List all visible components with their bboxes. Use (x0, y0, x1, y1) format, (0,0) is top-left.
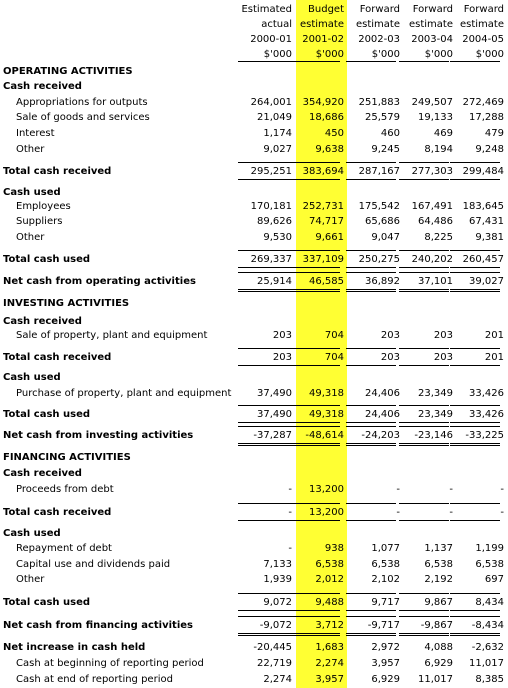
table-row-cash-received (0, 314, 508, 329)
cell-2001-02: 49,318 (309, 388, 344, 399)
total-bottom-rule-2003-04 (399, 422, 449, 423)
cell-2002-03: -9,717 (367, 620, 400, 631)
row-label: Total cash received (3, 166, 112, 177)
cell-2003-04: -9,867 (420, 620, 453, 631)
cell-2000-01: - (288, 484, 292, 495)
cell-2004-05: 8,434 (475, 597, 504, 608)
cell-2001-02: 938 (324, 543, 344, 554)
total-top-rule-2003-04 (399, 250, 449, 251)
row-label: Cash received (3, 468, 82, 479)
cell-2001-02: 49,318 (309, 409, 344, 420)
cell-2001-02: 74,717 (309, 216, 344, 227)
total-bottom-rule-2001-02 (290, 520, 340, 521)
total-bottom-rule-2000-01 (238, 365, 296, 366)
table-row-appropriations-for-outputs (0, 95, 508, 110)
cell-2000-01: 22,719 (257, 658, 292, 669)
cell-2002-03: 3,957 (371, 658, 400, 669)
total-top-rule-2000-01 (238, 593, 296, 594)
net-top-rule-2000-01 (238, 272, 296, 273)
cell-2003-04: 8,194 (424, 144, 453, 155)
cell-2004-05: -33,225 (465, 430, 504, 441)
total-top-rule-2002-03 (346, 250, 396, 251)
cell-2004-05: 8,385 (475, 674, 504, 685)
row-label: Total cash received (3, 507, 112, 518)
cell-2000-01: 2,274 (263, 674, 292, 685)
net-double-rule-2002-03 (346, 633, 396, 636)
cell-2003-04: 23,349 (418, 388, 453, 399)
cell-2001-02: 3,712 (315, 620, 344, 631)
total-top-rule-2002-03 (346, 503, 396, 504)
cell-2001-02: 450 (324, 128, 344, 139)
table-row-total-cash-received (0, 350, 508, 365)
row-label: Other (16, 232, 45, 243)
cell-2001-02: 46,585 (309, 276, 344, 287)
cell-2004-05: 11,017 (469, 658, 504, 669)
cell-2004-05: 201 (484, 330, 504, 341)
column-header-2003-04: Forward estimate 2003-04 $'000 (408, 4, 453, 60)
total-top-rule-2001-02 (290, 503, 340, 504)
total-bottom-rule-2002-03 (346, 610, 396, 611)
table-row-sale-of-property-plant-and-equipment (0, 328, 508, 343)
net-top-rule-2001-02 (290, 616, 340, 617)
cell-2004-05: 9,381 (475, 232, 504, 243)
cell-2001-02: 704 (324, 352, 344, 363)
row-label: Sale of property, plant and equipment (16, 330, 208, 341)
total-top-rule-2004-05 (450, 348, 500, 349)
cell-2001-02: 252,731 (302, 201, 344, 212)
table-row-purchase-of-property-plant-and-equipment (0, 386, 508, 401)
total-top-rule-2000-01 (238, 250, 296, 251)
total-bottom-rule-2001-02 (290, 610, 340, 611)
row-label: INVESTING ACTIVITIES (3, 298, 130, 309)
table-row-cash-used (0, 526, 508, 541)
table-row-proceeds-from-debt (0, 482, 508, 497)
cell-2000-01: -37,287 (253, 430, 292, 441)
table-row-cash-used (0, 185, 508, 200)
cell-2001-02: 354,920 (302, 97, 344, 108)
table-row-total-cash-received (0, 164, 508, 179)
cell-2002-03: 287,167 (358, 166, 400, 177)
total-bottom-rule-2001-02 (290, 365, 340, 366)
total-bottom-rule-2000-01 (238, 179, 296, 180)
table-row-cash-at-end-of-reporting-period (0, 672, 508, 687)
cell-2003-04: 9,867 (424, 597, 453, 608)
cell-2002-03: 203 (380, 352, 400, 363)
total-top-rule-2003-04 (399, 162, 449, 163)
cell-2003-04: 11,017 (418, 674, 453, 685)
header-underline-2004-05 (450, 61, 500, 62)
cell-2002-03: 2,972 (371, 642, 400, 653)
net-top-rule-2004-05 (450, 272, 500, 273)
total-bottom-rule-2000-01 (238, 610, 296, 611)
cell-2001-02: 1,683 (315, 642, 344, 653)
cell-2002-03: 24,406 (365, 388, 400, 399)
cell-2001-02: 3,957 (315, 674, 344, 685)
row-label: Suppliers (16, 216, 63, 227)
table-row-other (0, 142, 508, 157)
cell-2000-01: 264,001 (250, 97, 292, 108)
table-row-financing-activities (0, 450, 508, 465)
row-label: Cash received (3, 316, 82, 327)
row-label: Cash used (3, 187, 61, 198)
total-top-rule-2001-02 (290, 250, 340, 251)
cell-2003-04: 203 (433, 352, 453, 363)
net-double-rule-2004-05 (450, 443, 500, 446)
cell-2002-03: 203 (380, 330, 400, 341)
total-bottom-rule-2002-03 (346, 267, 396, 268)
net-top-rule-2004-05 (450, 426, 500, 427)
cell-2004-05: 183,645 (462, 201, 504, 212)
row-label: Net cash from operating activities (3, 276, 196, 287)
row-label: Proceeds from debt (16, 484, 114, 495)
total-bottom-rule-2002-03 (346, 520, 396, 521)
row-label: Cash used (3, 372, 61, 383)
cell-2002-03: 24,406 (365, 409, 400, 420)
table-row-other (0, 572, 508, 587)
cell-2003-04: 167,491 (411, 201, 453, 212)
total-top-rule-2004-05 (450, 405, 500, 406)
net-top-rule-2003-04 (399, 272, 449, 273)
cell-2004-05: 1,199 (475, 543, 504, 554)
cell-2002-03: 9,245 (371, 144, 400, 155)
total-top-rule-2000-01 (238, 405, 296, 406)
cell-2000-01: 89,626 (257, 216, 292, 227)
cell-2003-04: 37,101 (418, 276, 453, 287)
total-top-rule-2002-03 (346, 405, 396, 406)
cell-2000-01: 203 (272, 330, 292, 341)
cell-2003-04: 4,088 (424, 642, 453, 653)
total-bottom-rule-2004-05 (450, 520, 500, 521)
cell-2003-04: 6,929 (424, 658, 453, 669)
table-row-other (0, 230, 508, 245)
row-label: Total cash used (3, 254, 91, 265)
net-top-rule-2003-04 (399, 426, 449, 427)
total-top-rule-2001-02 (290, 405, 340, 406)
net-double-rule-2000-01 (238, 633, 296, 636)
total-top-rule-2000-01 (238, 162, 296, 163)
net-double-rule-2001-02 (290, 443, 340, 446)
row-label: Net cash from financing activities (3, 620, 193, 631)
cell-2002-03: 1,077 (371, 543, 400, 554)
total-bottom-rule-2004-05 (450, 179, 500, 180)
cell-2002-03: 25,579 (365, 112, 400, 123)
total-top-rule-2000-01 (238, 348, 296, 349)
table-row-cash-used (0, 370, 508, 385)
cell-2002-03: 6,929 (371, 674, 400, 685)
cell-2004-05: 9,248 (475, 144, 504, 155)
cell-2000-01: -20,445 (253, 642, 292, 653)
cell-2004-05: 6,538 (475, 559, 504, 570)
cell-2004-05: 39,027 (469, 276, 504, 287)
cell-2002-03: 251,883 (358, 97, 400, 108)
cell-2001-02: 337,109 (302, 254, 344, 265)
total-bottom-rule-2000-01 (238, 520, 296, 521)
total-top-rule-2003-04 (399, 593, 449, 594)
total-bottom-rule-2002-03 (346, 179, 396, 180)
total-top-rule-2002-03 (346, 593, 396, 594)
table-row-cash-received (0, 79, 508, 94)
total-bottom-rule-2001-02 (290, 267, 340, 268)
cell-2004-05: -8,434 (471, 620, 504, 631)
total-top-rule-2004-05 (450, 593, 500, 594)
net-top-rule-2002-03 (346, 272, 396, 273)
cell-2001-02: 383,694 (302, 166, 344, 177)
cell-2004-05: 17,288 (469, 112, 504, 123)
cell-2002-03: 460 (380, 128, 400, 139)
net-double-rule-2004-05 (450, 289, 500, 292)
cell-2002-03: 65,686 (365, 216, 400, 227)
cell-2001-02: 704 (324, 330, 344, 341)
row-label: Cash received (3, 81, 82, 92)
row-label: Total cash used (3, 409, 91, 420)
cell-2000-01: 1,939 (263, 574, 292, 585)
cell-2003-04: 19,133 (418, 112, 453, 123)
row-label: Appropriations for outputs (16, 97, 148, 108)
table-row-total-cash-used (0, 407, 508, 422)
total-bottom-rule-2003-04 (399, 267, 449, 268)
cell-2000-01: -9,072 (259, 620, 292, 631)
net-double-rule-2003-04 (399, 443, 449, 446)
table-row-sale-of-goods-and-services (0, 110, 508, 125)
total-bottom-rule-2001-02 (290, 179, 340, 180)
column-header-2004-05: Forward estimate 2004-05 $'000 (459, 4, 504, 60)
table-row-operating-activities (0, 64, 508, 79)
column-headers (0, 0, 508, 62)
net-top-rule-2002-03 (346, 426, 396, 427)
cell-2001-02: 2,274 (315, 658, 344, 669)
net-top-rule-2001-02 (290, 272, 340, 273)
table-row-repayment-of-debt (0, 541, 508, 556)
cell-2003-04: 203 (433, 330, 453, 341)
cell-2003-04: -23,146 (414, 430, 453, 441)
cell-2000-01: 37,490 (257, 409, 292, 420)
cell-2004-05: 299,484 (462, 166, 504, 177)
table-row-cash-at-beginning-of-reporting-period (0, 656, 508, 671)
total-top-rule-2003-04 (399, 348, 449, 349)
total-top-rule-2004-05 (450, 503, 500, 504)
total-bottom-rule-2002-03 (346, 422, 396, 423)
cell-2003-04: - (449, 507, 453, 518)
row-label: Total cash received (3, 352, 112, 363)
row-label: Sale of goods and services (16, 112, 150, 123)
table-row-capital-use-and-dividends-paid (0, 557, 508, 572)
cell-2001-02: 6,538 (315, 559, 344, 570)
cell-2002-03: 6,538 (371, 559, 400, 570)
cell-2000-01: 9,072 (263, 597, 292, 608)
total-bottom-rule-2002-03 (346, 365, 396, 366)
row-label: Repayment of debt (16, 543, 112, 554)
cell-2003-04: 2,192 (424, 574, 453, 585)
cell-2003-04: 8,225 (424, 232, 453, 243)
cell-2004-05: 201 (484, 352, 504, 363)
total-top-rule-2002-03 (346, 348, 396, 349)
cell-2004-05: -2,632 (471, 642, 504, 653)
net-double-rule-2003-04 (399, 633, 449, 636)
row-label: Net increase in cash held (3, 642, 146, 653)
cell-2001-02: 13,200 (309, 484, 344, 495)
column-header-2002-03: Forward estimate 2002-03 $'000 (355, 4, 400, 60)
row-label: Total cash used (3, 597, 91, 608)
total-bottom-rule-2003-04 (399, 520, 449, 521)
table-row-net-increase-in-cash-held (0, 640, 508, 655)
row-label: Interest (16, 128, 55, 139)
net-double-rule-2000-01 (238, 443, 296, 446)
cell-2004-05: - (500, 507, 504, 518)
cell-2004-05: 479 (484, 128, 504, 139)
row-label: Employees (16, 201, 71, 212)
cell-2001-02: -48,614 (305, 430, 344, 441)
row-label: Purchase of property, plant and equipment (16, 388, 232, 399)
total-top-rule-2002-03 (346, 162, 396, 163)
total-bottom-rule-2001-02 (290, 422, 340, 423)
cell-2003-04: 6,538 (424, 559, 453, 570)
cell-2002-03: 175,542 (358, 201, 400, 212)
table-row-suppliers (0, 214, 508, 229)
cell-2000-01: 203 (272, 352, 292, 363)
cell-2000-01: 1,174 (263, 128, 292, 139)
total-top-rule-2003-04 (399, 503, 449, 504)
net-double-rule-2002-03 (346, 289, 396, 292)
cell-2000-01: 295,251 (250, 166, 292, 177)
table-row-interest (0, 126, 508, 141)
total-bottom-rule-2004-05 (450, 422, 500, 423)
row-label: Other (16, 574, 45, 585)
cell-2003-04: 23,349 (418, 409, 453, 420)
cell-2001-02: 9,488 (315, 597, 344, 608)
cell-2002-03: 9,047 (371, 232, 400, 243)
total-bottom-rule-2004-05 (450, 267, 500, 268)
cell-2001-02: 9,661 (315, 232, 344, 243)
net-top-rule-2000-01 (238, 426, 296, 427)
cell-2004-05: 697 (484, 574, 504, 585)
net-double-rule-2003-04 (399, 289, 449, 292)
cell-2001-02: 9,638 (315, 144, 344, 155)
net-double-rule-2000-01 (238, 289, 296, 292)
cell-2001-02: 13,200 (309, 507, 344, 518)
cell-2001-02: 18,686 (309, 112, 344, 123)
cell-2004-05: 33,426 (469, 388, 504, 399)
cell-2000-01: 7,133 (263, 559, 292, 570)
cell-2002-03: 36,892 (365, 276, 400, 287)
net-double-rule-2004-05 (450, 633, 500, 636)
cell-2000-01: 9,027 (263, 144, 292, 155)
row-label: Capital use and dividends paid (16, 559, 171, 570)
total-top-rule-2000-01 (238, 503, 296, 504)
cell-2000-01: 21,049 (257, 112, 292, 123)
cell-2003-04: 277,303 (411, 166, 453, 177)
cell-2000-01: 9,530 (263, 232, 292, 243)
cell-2004-05: 67,431 (469, 216, 504, 227)
total-bottom-rule-2000-01 (238, 422, 296, 423)
total-bottom-rule-2003-04 (399, 179, 449, 180)
cell-2000-01: 269,337 (250, 254, 292, 265)
total-top-rule-2004-05 (450, 250, 500, 251)
header-underline-2000-01 (238, 61, 296, 62)
cell-2004-05: 272,469 (462, 97, 504, 108)
total-bottom-rule-2003-04 (399, 365, 449, 366)
column-header-2000-01: Estimated actual 2000-01 $'000 (241, 4, 292, 60)
cell-2003-04: - (449, 484, 453, 495)
table-row-total-cash-received (0, 505, 508, 520)
cell-2002-03: - (396, 484, 400, 495)
table-row-total-cash-used (0, 595, 508, 610)
cell-2000-01: - (288, 543, 292, 554)
header-underline-2003-04 (399, 61, 449, 62)
table-row-cash-received (0, 466, 508, 481)
total-top-rule-2001-02 (290, 593, 340, 594)
cell-2002-03: 2,102 (371, 574, 400, 585)
row-label: Cash at end of reporting period (16, 674, 173, 685)
total-top-rule-2003-04 (399, 405, 449, 406)
total-bottom-rule-2003-04 (399, 610, 449, 611)
total-bottom-rule-2000-01 (238, 267, 296, 268)
net-double-rule-2002-03 (346, 443, 396, 446)
net-top-rule-2004-05 (450, 616, 500, 617)
table-row-employees (0, 199, 508, 214)
cell-2001-02: 2,012 (315, 574, 344, 585)
net-top-rule-2003-04 (399, 616, 449, 617)
cell-2003-04: 469 (433, 128, 453, 139)
row-label: Cash at beginning of reporting period (16, 658, 204, 669)
cell-2003-04: 64,486 (418, 216, 453, 227)
total-top-rule-2001-02 (290, 162, 340, 163)
net-top-rule-2001-02 (290, 426, 340, 427)
table-row-investing-activities (0, 296, 508, 311)
cell-2000-01: - (288, 507, 292, 518)
row-label: FINANCING ACTIVITIES (3, 452, 131, 463)
row-label: Net cash from investing activities (3, 430, 194, 441)
net-top-rule-2000-01 (238, 616, 296, 617)
column-header-2001-02: Budget estimate 2001-02 $'000 (299, 4, 344, 60)
net-double-rule-2001-02 (290, 289, 340, 292)
cell-2004-05: 33,426 (469, 409, 504, 420)
cell-2004-05: 260,457 (462, 254, 504, 265)
cell-2002-03: 9,717 (371, 597, 400, 608)
cell-2002-03: -24,203 (361, 430, 400, 441)
table-row-total-cash-used (0, 252, 508, 267)
cell-2000-01: 170,181 (250, 201, 292, 212)
row-label: Other (16, 144, 45, 155)
cell-2002-03: 250,275 (358, 254, 400, 265)
total-bottom-rule-2004-05 (450, 610, 500, 611)
cell-2000-01: 37,490 (257, 388, 292, 399)
header-underline-2001-02 (290, 61, 340, 62)
total-top-rule-2001-02 (290, 348, 340, 349)
row-label: Cash used (3, 528, 61, 539)
cell-2003-04: 249,507 (411, 97, 453, 108)
net-double-rule-2001-02 (290, 633, 340, 636)
cell-2003-04: 240,202 (411, 254, 453, 265)
cell-2003-04: 1,137 (424, 543, 453, 554)
cell-2000-01: 25,914 (257, 276, 292, 287)
total-top-rule-2004-05 (450, 162, 500, 163)
header-underline-2002-03 (346, 61, 396, 62)
total-bottom-rule-2004-05 (450, 365, 500, 366)
table-row-net-cash-from-financing-activities (0, 618, 508, 633)
table-row-net-cash-from-investing-activities (0, 428, 508, 443)
row-label: OPERATING ACTIVITIES (3, 66, 133, 77)
net-top-rule-2002-03 (346, 616, 396, 617)
cell-2002-03: - (396, 507, 400, 518)
cell-2004-05: - (500, 484, 504, 495)
table-row-net-cash-from-operating-activities (0, 274, 508, 289)
